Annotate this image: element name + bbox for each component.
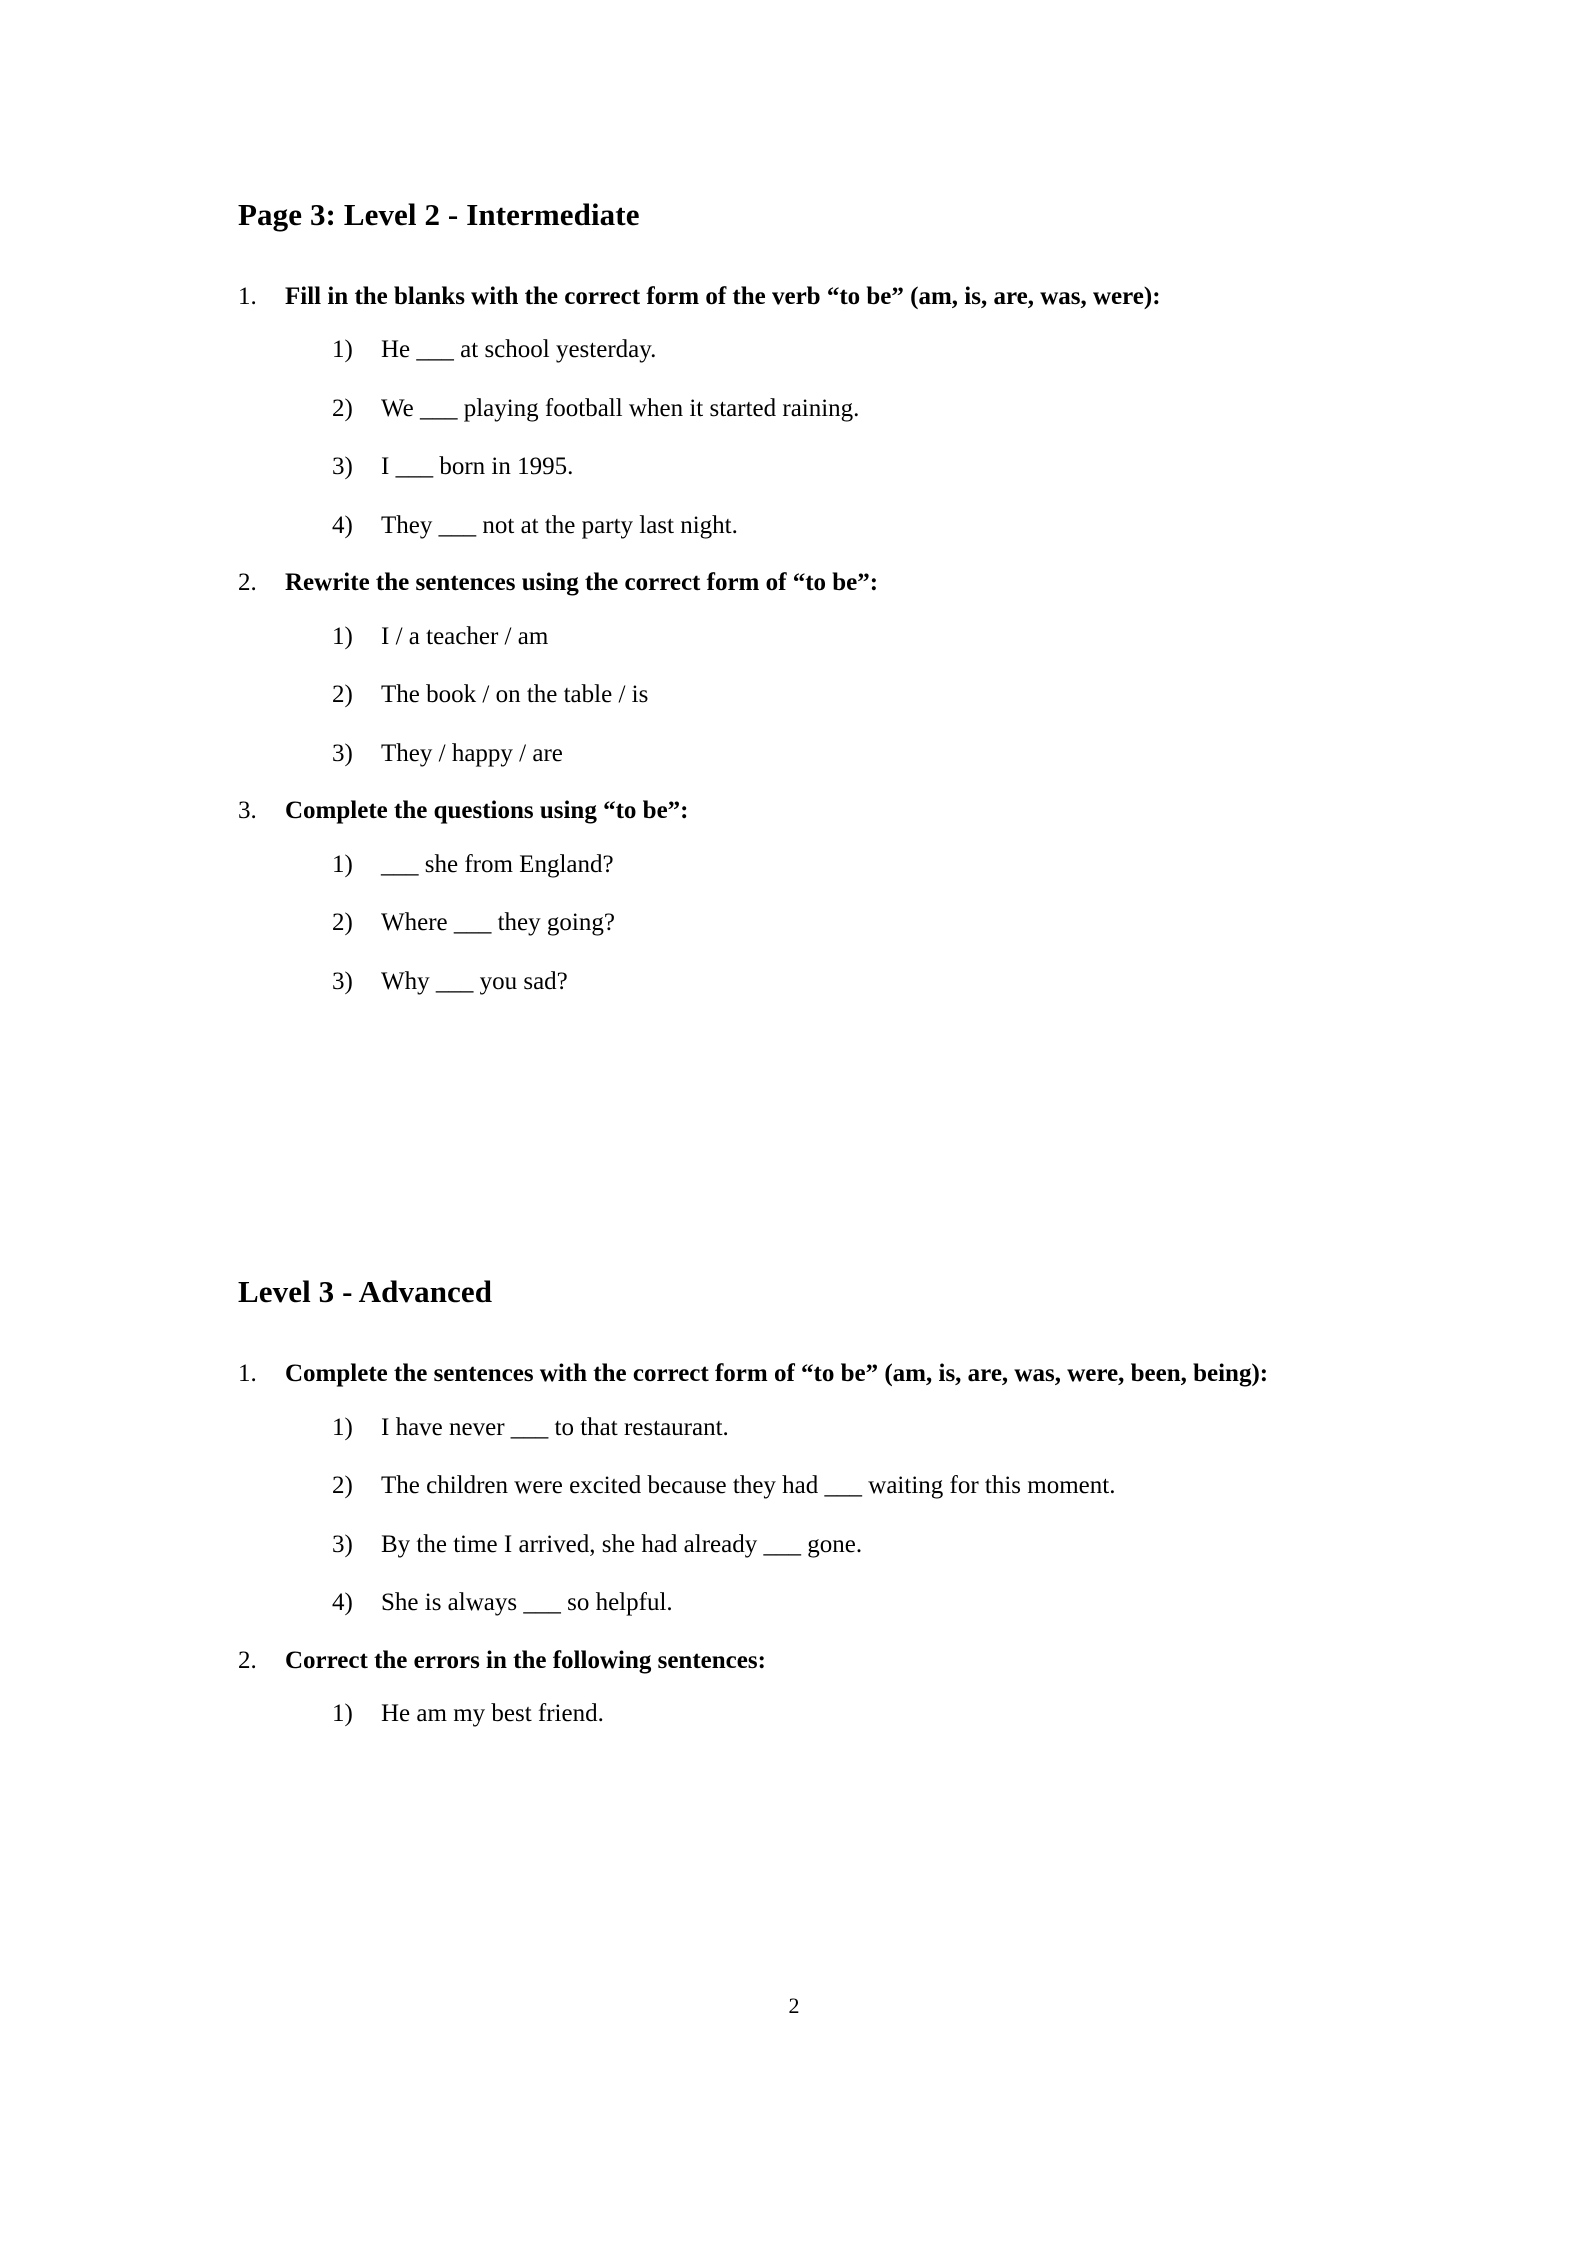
question-marker: 3) [332, 967, 353, 995]
question-marker: 2) [332, 394, 353, 422]
exercise-item [238, 1643, 1318, 1732]
exercise-item [238, 793, 1318, 999]
list-item [332, 736, 1318, 772]
question-marker: 1) [332, 336, 353, 364]
exercise-list-level3 [238, 1356, 1318, 1732]
exercise-marker: 1. [238, 282, 257, 310]
question-text: ___ she from England? [381, 850, 614, 878]
question-list [285, 619, 1318, 772]
list-item [332, 1696, 1318, 1732]
exercise-item [238, 565, 1318, 771]
question-text: Where ___ they going? [381, 909, 615, 937]
question-marker: 1) [332, 1700, 353, 1727]
question-marker: 3) [332, 1530, 353, 1558]
exercise-prompt: Correct the errors in the following sentences: [285, 1646, 766, 1674]
exercise-marker: 3. [238, 797, 257, 825]
question-marker: 1) [332, 850, 353, 878]
list-item [332, 1410, 1318, 1446]
question-marker: 4) [332, 1589, 353, 1616]
exercise-marker: 2. [238, 1646, 257, 1674]
question-text: She is always ___ so helpful. [381, 1589, 673, 1616]
list-item [332, 508, 1318, 544]
question-list [285, 1410, 1318, 1621]
list-item [332, 847, 1318, 883]
question-list [285, 332, 1318, 543]
list-item [332, 391, 1318, 427]
question-marker: 3) [332, 739, 353, 767]
question-text: I ___ born in 1995. [381, 453, 574, 481]
question-marker: 3) [332, 453, 353, 481]
question-text: We ___ playing football when it started raining. [381, 394, 860, 422]
question-text: They / happy / are [381, 739, 563, 767]
question-list [285, 847, 1318, 1000]
question-text: I / a teacher / am [381, 622, 549, 650]
exercise-prompt: Rewrite the sentences using the correct form of “to be”: [285, 569, 879, 597]
list-item [332, 677, 1318, 713]
list-item [332, 905, 1318, 941]
list-item [332, 1585, 1318, 1621]
exercise-prompt: Complete the sentences with the correct form of “to be” (am, is, are, was, were, been, being): [285, 1360, 1269, 1387]
exercise-item [238, 1356, 1318, 1621]
question-marker: 1) [332, 1413, 353, 1441]
question-text: He am my best friend. [381, 1700, 604, 1727]
list-item [332, 619, 1318, 655]
list-item [332, 1527, 1318, 1563]
question-list [285, 1696, 1318, 1732]
list-item [332, 1468, 1318, 1504]
question-text: He ___ at school yesterday. [381, 336, 657, 364]
page-title: Page 3: Level 2 - Intermediate [238, 197, 640, 232]
section-block-level2 [238, 196, 1318, 235]
section-title: Level 3 - Advanced [238, 1274, 493, 1310]
question-marker: 1) [332, 622, 353, 650]
question-text: By the time I arrived, she had already ___ gone. [381, 1530, 863, 1558]
exercise-prompt: Fill in the blanks with the correct form of the verb “to be” (am, is, are, was, were): [285, 282, 1161, 310]
question-marker: 2) [332, 1472, 353, 1499]
question-text: The children were excited because they had ___ waiting for this moment. [381, 1472, 1116, 1499]
question-marker: 2) [332, 681, 353, 709]
question-marker: 4) [332, 511, 353, 539]
document-content [238, 196, 1318, 1754]
exercise-marker: 2. [238, 569, 257, 597]
question-marker: 2) [332, 909, 353, 937]
exercise-item [238, 279, 1318, 544]
exercise-list-level2 [238, 279, 1318, 1000]
question-text: I have never ___ to that restaurant. [381, 1413, 729, 1441]
question-text: Why ___ you sad? [381, 967, 568, 995]
section-spacer [238, 1021, 1318, 1273]
section-block-level3 [238, 1273, 1318, 1312]
question-text: The book / on the table / is [381, 681, 649, 709]
list-item [332, 964, 1318, 1000]
list-item [332, 449, 1318, 485]
question-text: They ___ not at the party last night. [381, 511, 738, 539]
list-item [332, 332, 1318, 368]
exercise-marker: 1. [238, 1360, 257, 1387]
page-number: 2 [788, 1993, 800, 2018]
exercise-prompt: Complete the questions using “to be”: [285, 797, 689, 825]
